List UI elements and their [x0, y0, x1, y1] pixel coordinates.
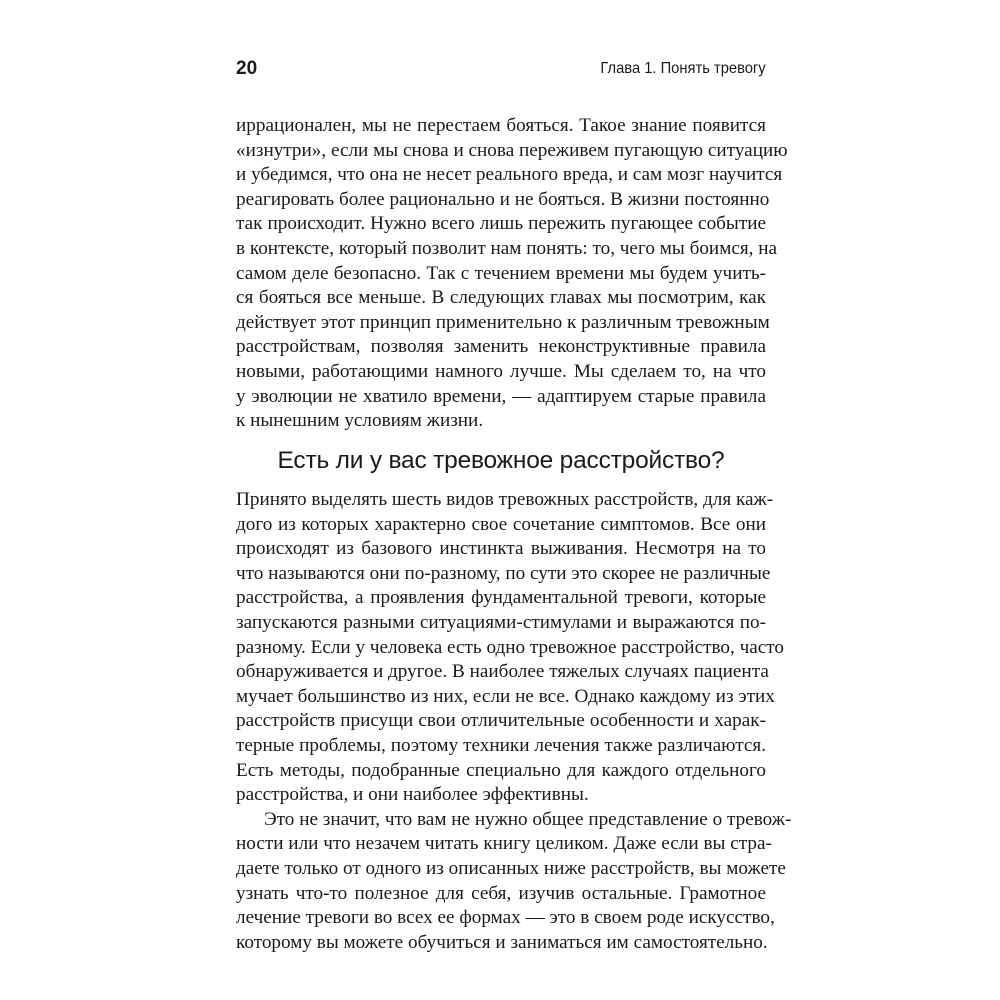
text-line: и убедимся, что она не несет реального вреда, и сам мозг научится — [236, 164, 783, 186]
text-line: ся бояться все меньше. В следующих главах мы посмотрим, как — [236, 287, 766, 309]
section-heading: Есть ли у вас тревожное расстройство? — [277, 447, 725, 474]
text-line: мучает большинство из них, если не все. Однако каждому из этих — [236, 685, 775, 707]
text-line: расстройства, а проявления фундаментальной тревоги, которые — [236, 587, 766, 609]
paragraph-2-and-3 — [236, 488, 792, 955]
text-line: даете только от одного из описанных ниже расстройств, вы можете — [236, 857, 786, 879]
text-line: расстройствам, позволяя заменить неконструктивные правила — [236, 336, 766, 358]
text-line: Это не значит, что вам не нужно общее представление о тревож- — [264, 808, 792, 830]
text-line: иррационален, мы не перестаем бояться. Такое знание появится — [236, 115, 766, 136]
text-line: «изнутри», если мы снова и снова переживем пугающую ситуацию — [236, 139, 788, 161]
text-line: разному. Если у человека есть одно тревожное расстройство, часто — [236, 636, 784, 658]
chapter-title: Глава 1. Понять тревогу — [600, 60, 766, 77]
text-line: расстройств присущи свои отличительные особенности и харак- — [236, 710, 766, 732]
text-line: у эволюции не хватило времени, — адаптируем старые правила — [236, 385, 766, 407]
text-line: Есть методы, подобранные специально для каждого отдельного — [236, 759, 766, 781]
text-line: реагировать более рационально и не бояться. В жизни постоянно — [236, 188, 770, 210]
text-line: действует этот принцип применительно к различным тревожным — [236, 311, 770, 333]
paragraph-1 — [236, 114, 788, 434]
text-line: самом деле безопасно. Так с течением времени мы будем учить- — [236, 262, 766, 284]
text-line: обнаруживается и другое. В наиболее тяжелых случаях пациента — [236, 661, 769, 683]
text-line: так происходит. Нужно всего лишь пережить пугающее событие — [236, 213, 766, 235]
text-line: ности или что незачем читать книгу целиком. Даже если вы стра- — [236, 833, 772, 855]
text-line: Принято выделять шесть видов тревожных расстройств, для каж- — [236, 489, 774, 510]
text-line: узнать что-то полезное для себя, изучив остальные. Грамотное — [236, 882, 766, 904]
text-line: происходят из базового инстинкта выживания. Несмотря на то — [236, 538, 766, 560]
text-line: расстройства, и они наиболее эффективны. — [236, 784, 589, 806]
running-head — [236, 58, 766, 88]
text-line: лечение тревоги во всех ее формах — это в своем роде искусство, — [236, 907, 775, 929]
text-line: запускаются разными ситуациями-стимулами и выражаются по- — [236, 611, 766, 633]
text-line: что называются они по-разному, по сути это скорее не различные — [236, 562, 771, 584]
text-line: дого из которых характерно свое сочетание симптомов. Все они — [236, 513, 766, 535]
text-line: к нынешним условиям жизни. — [236, 410, 484, 432]
text-line: новыми, работающими намного лучше. Мы сделаем то, на что — [236, 360, 766, 382]
text-line: в контексте, который позволит нам понять: то, чего мы боимся, на — [236, 237, 778, 259]
text-line: терные проблемы, поэтому техники лечения также различаются. — [236, 734, 766, 756]
page-number: 20 — [236, 58, 258, 79]
text-line: которому вы можете обучиться и заниматься им самостоятельно. — [236, 931, 768, 953]
